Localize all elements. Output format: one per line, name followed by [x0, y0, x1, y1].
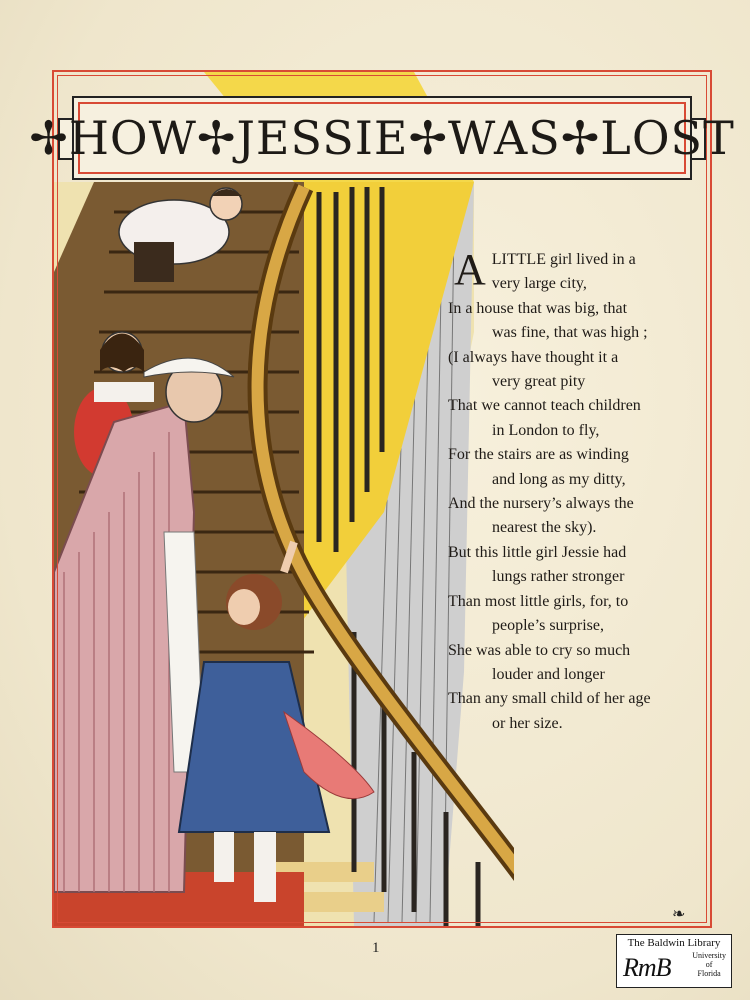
- page-title: [29, 111, 734, 165]
- illustrator-monogram-icon: ❧: [672, 904, 686, 923]
- page-number: 1: [372, 940, 380, 956]
- poem-line: Than most little girls, for, to: [448, 592, 629, 610]
- stamp-library-name: The Baldwin Library: [627, 937, 721, 949]
- title-ornament: ✢: [560, 111, 601, 165]
- stamp-logo: RmB: [623, 953, 671, 982]
- poem-line: and long as my ditty,: [492, 470, 626, 488]
- poem-line: But this little girl Jessie had: [448, 543, 627, 561]
- poem-line: (I always have thought it a: [448, 348, 619, 366]
- poem-line: nearest the sky).: [492, 519, 597, 537]
- title-word: JESSIE: [236, 111, 409, 165]
- title-ornament: ✢: [196, 111, 237, 165]
- poem-line: in London to fly,: [492, 421, 600, 439]
- poem-line: That we cannot teach children: [448, 397, 641, 415]
- poem-line: was fine, that was high ;: [492, 324, 648, 342]
- library-stamp: [616, 934, 732, 988]
- poem-text: [448, 245, 700, 736]
- poem-line: She was able to cry so much: [448, 641, 631, 659]
- stamp-university-line: of: [705, 960, 713, 969]
- stamp-university-line: University: [692, 951, 726, 960]
- stamp-university-line: Florida: [697, 969, 721, 978]
- poem-line: very large city,: [491, 275, 587, 293]
- title-banner: [29, 96, 735, 180]
- title-word: WAS: [448, 111, 561, 165]
- stamp-university: [692, 951, 726, 978]
- title-word: HOW: [68, 111, 197, 165]
- poem-line: Than any small child of her age: [448, 690, 651, 708]
- title-ornament: ✢: [408, 111, 449, 165]
- title-word: LOST: [600, 111, 735, 165]
- poem-line: For the stairs are as winding: [448, 446, 629, 464]
- poem-line: And the nursery’s always the: [448, 495, 634, 513]
- poem-line: or her size.: [492, 714, 563, 732]
- poem-line: people’s surprise,: [492, 617, 604, 635]
- poem-line: LITTLE girl lived in a: [491, 251, 636, 268]
- drop-cap: A: [454, 245, 486, 294]
- title-ornament: ✢: [29, 111, 69, 165]
- poem-line: lungs rather stronger: [492, 568, 625, 586]
- poem-line: louder and longer: [492, 665, 605, 683]
- poem-line: very great pity: [492, 373, 586, 391]
- poem-line: In a house that was big, that: [448, 299, 628, 317]
